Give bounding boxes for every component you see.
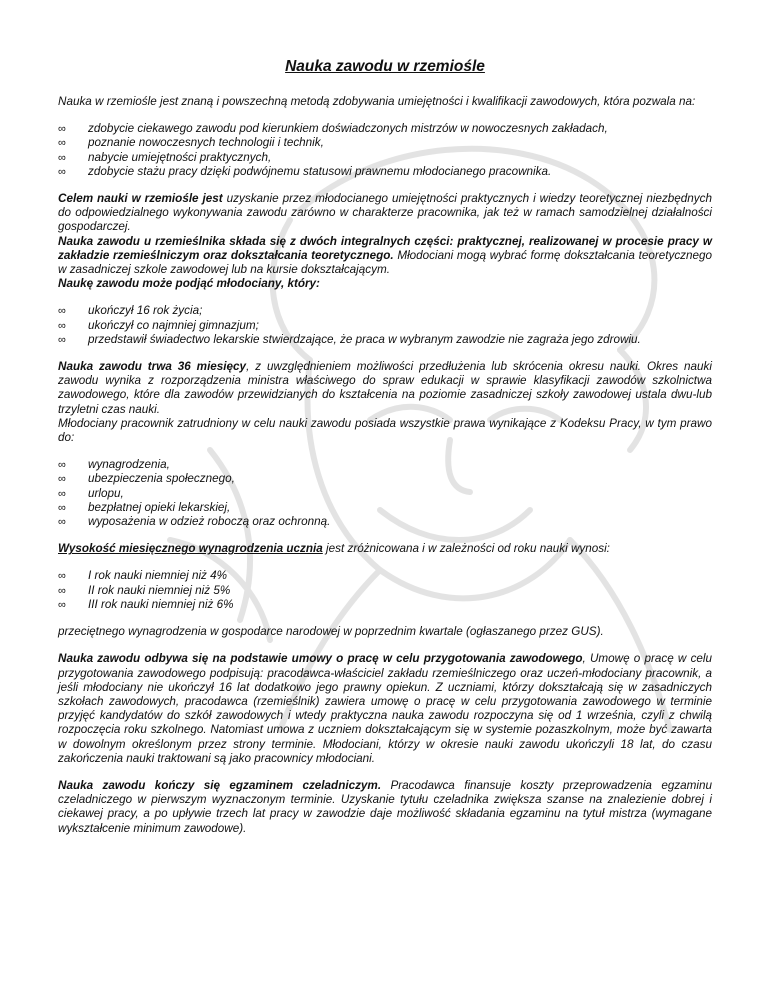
list-item: ∞ ukończył 16 rok życia; <box>58 304 203 318</box>
benefits-list <box>58 122 712 179</box>
contract-lead: Nauka zawodu odbywa się na podstawie umowy o pracę w celu przygotowania zawodowego <box>58 652 583 666</box>
bullet-icon: ∞ <box>58 305 66 318</box>
bullet-icon: ∞ <box>58 501 66 514</box>
salary-note: przeciętnego wynagrodzenia w gospodarce narodowej w poprzednim kwartale (ogłaszanego przez GUS). <box>58 625 604 639</box>
list-item: ∞ II rok nauki niemniej niż 5% <box>58 583 231 597</box>
bullet-icon: ∞ <box>58 570 66 583</box>
exam-lead: Nauka zawodu kończy się egzaminem czeladniczym. <box>58 778 382 792</box>
parts-lead: Nauka zawodu u rzemieślnika składa się z dwóch integralnych części: praktycznej, realizowanej w procesie pracy w zakładzie rzemieślniczym oraz dokształcania teoretycznego. <box>58 234 712 262</box>
rights-list <box>58 458 712 529</box>
document-body <box>58 58 712 836</box>
list-item: ∞ poznanie nowoczesnych technologii i technik, <box>58 136 324 150</box>
requirements-list <box>58 304 712 347</box>
list-item: ∞ zdobycie ciekawego zawodu pod kierunkiem doświadczonych mistrzów w nowoczesnych zakładach, <box>58 122 608 136</box>
bullet-icon: ∞ <box>58 151 66 164</box>
bullet-icon: ∞ <box>58 473 66 486</box>
rights-intro: Młodociany pracownik zatrudniony w celu nauki zawodu posiada wszystkie prawa wynikające z Kodeksu Pracy, w tym prawo do: <box>58 416 712 445</box>
list-item: ∞ wyposażenia w odzież roboczą oraz ochronną. <box>58 515 331 529</box>
list-item: ∞ zdobycie stażu pracy dzięki podwójnemu statusowi prawnemu młodocianego pracownika. <box>58 164 552 178</box>
duration-paragraph: Nauka zawodu trwa 36 miesięcy, z uwzględnieniem możliwości przedłużenia lub skrócenia okresu nauki. Okres nauki zawodu wynika z rozporządzenia ministra właściwego do spraw edukacji w sprawie klasyfikacji zawodów szkolnictwa zawodowego, które dla zawodów przewidzianych do kształcenia na poziomie zasadniczej szkoły zawodowej ustala dwu-lub trzyletni czas nauki. <box>58 360 712 416</box>
list-item: ∞ wynagrodzenia, <box>58 458 170 472</box>
list-item: ∞ ukończył co najmniej gimnazjum; <box>58 318 259 332</box>
list-item: ∞ I rok nauki niemniej niż 4% <box>58 569 228 583</box>
parts-paragraph: Nauka zawodu u rzemieślnika składa się z dwóch integralnych części: praktycznej, realizowanej w procesie pracy w zakładzie rzemieślniczym oraz dokształcania teoretycznego. Młodociani mogą wybrać formę dokształcania teoretycznego w zasadniczej szkole zawodowej lub na kursie dokształcającym. <box>58 234 713 277</box>
list-item: ∞ przedstawił świadectwo lekarskie stwierdzające, że praca w wybranym zawodzie nie zagraża jego zdrowiu. <box>58 332 641 346</box>
list-item: ∞ urlopu, <box>58 486 124 500</box>
contract-paragraph: Nauka zawodu odbywa się na podstawie umowy o pracę w celu przygotowania zawodowego, Umowę o pracę w celu przygotowania zawodowego podpisują: pracodawca-właściciel zakładu rzemieślniczego oraz uczeń-młodociany pracownik, a jeśli młodociany nie ukończył 16 lat dodatkowo jego prawny opiekun. Z uczniami, którzy dokształcają się w zasadniczych szkołach zawodowych, pracodawca (rzemieślnik) zawiera umowę o pracę w celu przygotowania zawodowego w terminie przyjęć kandydatów do szkół zawodowych i wtedy praktyczna nauka zawodu rozpoczyna się od 1 września, czyli z chwilą rozpoczęcia roku szkolnego. Natomiast umowa z uczniem dokształcającym się w systemie pozaszkolnym, może być zawarta w dowolnym określonym przez strony terminie. Młodociani, którzy w okresie nauki zawodu ukończyli 18 lat, do czasu zakończenia nauki traktowani są jako pracownicy młodociani. <box>58 652 713 765</box>
bullet-icon: ∞ <box>58 319 66 332</box>
list-item: ∞ nabycie umiejętności praktycznych, <box>58 150 272 164</box>
intro-paragraph: Nauka w rzemiośle jest znaną i powszechną metodą zdobywania umiejętności i kwalifikacji zawodowych, która pozwala na: <box>58 95 696 108</box>
bullet-icon: ∞ <box>58 584 66 597</box>
document-title: Nauka zawodu w rzemiośle <box>285 58 485 75</box>
bullet-icon: ∞ <box>58 516 66 529</box>
bullet-icon: ∞ <box>58 333 66 346</box>
goal-paragraph: Celem nauki w rzemiośle jest uzyskanie przez młodocianego umiejętności praktycznych i wiedzy teoretycznej niezbędnych do odpowiedzialnego wykonywania zawodu zarówno w charakterze pracownika, jak też w ramach samodzielnej działalności gospodarczej. <box>58 192 712 234</box>
list-item: ∞ ubezpieczenia społecznego, <box>58 472 235 486</box>
list-item: ∞ III rok nauki niemniej niż 6% <box>58 597 234 611</box>
salary-paragraph: Wysokość miesięcznego wynagrodzenia ucznia jest zróżnicowana i w zależności od roku nauki wynosi: <box>58 542 610 556</box>
who-heading: Naukę zawodu może podjąć młodociany, który: <box>58 277 320 291</box>
bullet-icon: ∞ <box>58 598 66 611</box>
bullet-icon: ∞ <box>58 165 66 178</box>
salary-lead: Wysokość miesięcznego wynagrodzenia ucznia <box>58 542 323 556</box>
bullet-icon: ∞ <box>58 137 66 150</box>
salary-levels-list <box>58 569 712 612</box>
exam-paragraph: Nauka zawodu kończy się egzaminem czeladniczym. Pracodawca finansuje koszty przeprowadzenia egzaminu czeladniczego w pierwszym wyznaczonym terminie. Uzyskanie tytułu czeladnika zwiększa szanse na znalezienie dobrej i ciekawej pracy, a po upływie trzech lat pracy w zawodzie daje możliwość składania egzaminu na tytuł mistrza (wymagane wykształcenie minimum zawodowe). <box>58 778 712 835</box>
goal-lead: Celem nauki w rzemiośle jest <box>58 192 223 206</box>
duration-lead: Nauka zawodu trwa 36 miesięcy <box>58 360 247 374</box>
bullet-icon: ∞ <box>58 123 66 136</box>
bullet-icon: ∞ <box>58 487 66 500</box>
bullet-icon: ∞ <box>58 459 66 472</box>
list-item: ∞ bezpłatnej opieki lekarskiej, <box>58 500 231 514</box>
